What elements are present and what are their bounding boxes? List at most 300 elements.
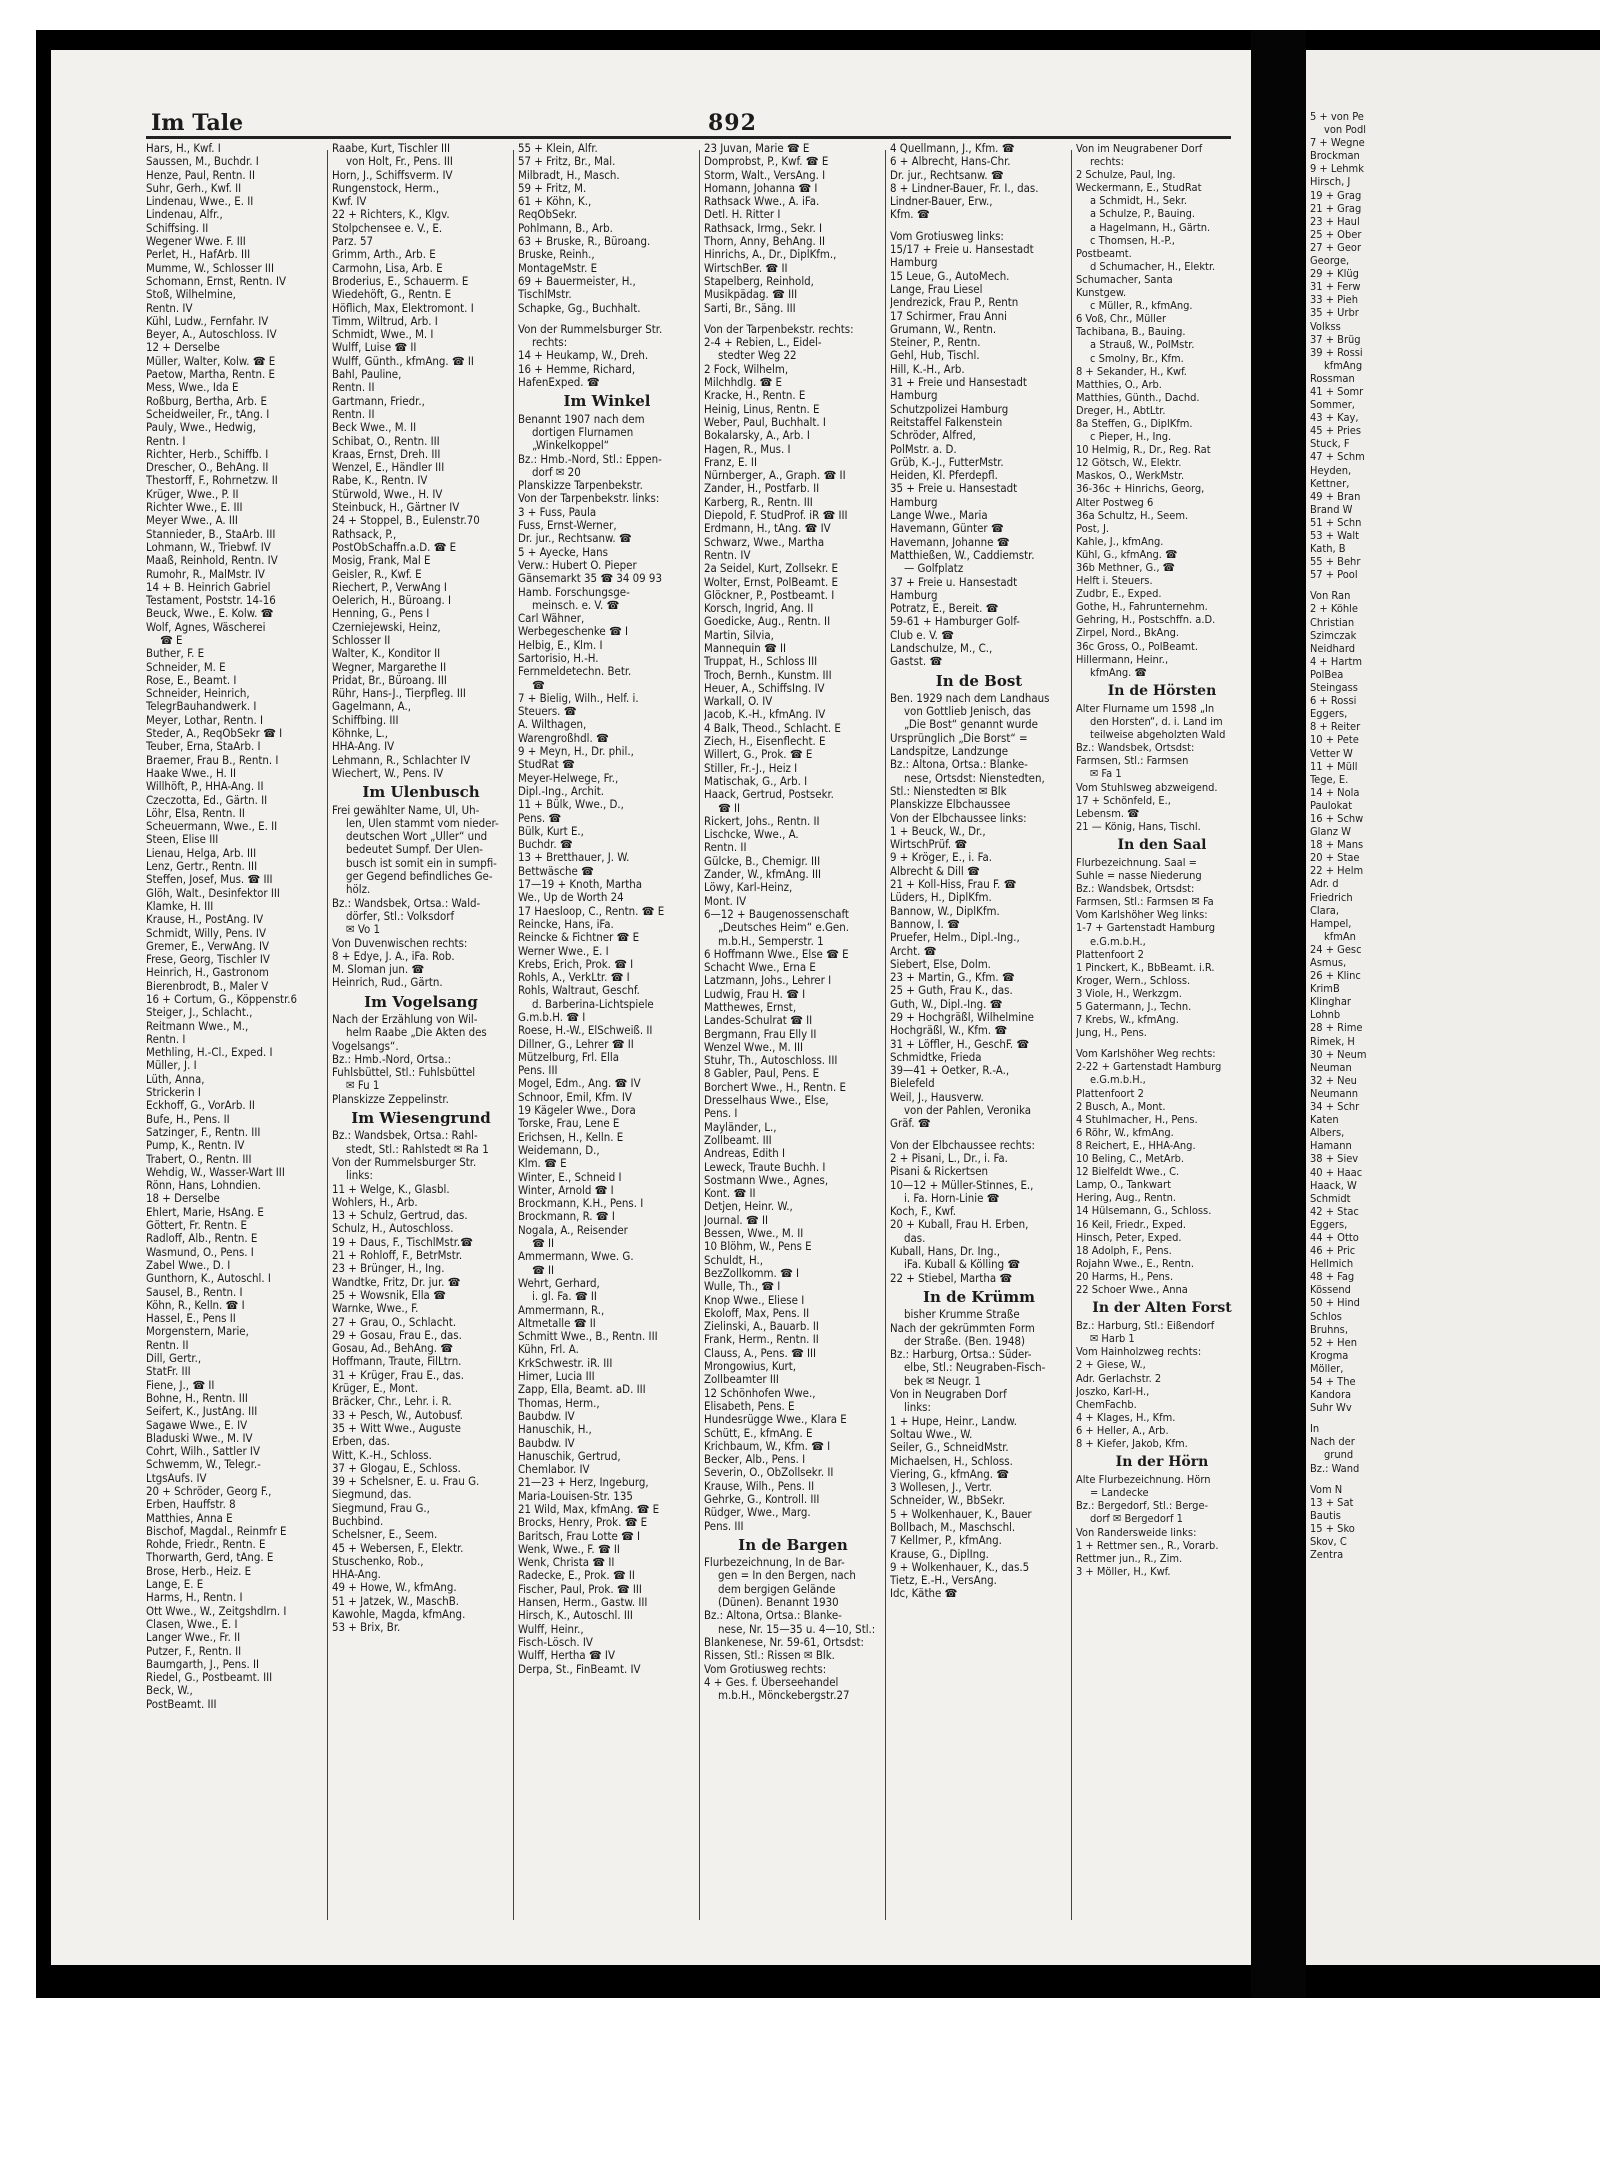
directory-line: Bierenbrodt, B., Maler V	[146, 979, 269, 993]
directory-line: Lange, Frau Liesel	[890, 282, 983, 296]
directory-line: Witt, K.-H., Schloss.	[332, 1448, 432, 1462]
directory-line: Kandora	[1310, 1388, 1352, 1402]
directory-line: 4 Quellmann, J., Kfm. ☎	[890, 142, 1015, 155]
directory-line: TischlMstr.	[518, 288, 572, 302]
directory-line: Wolter, Ernst, PolBeamt. E	[704, 575, 838, 589]
directory-line: Pruefer, Helm., Dipl.-Ing.,	[890, 931, 1020, 945]
directory-line: 40 + Haac	[1310, 1165, 1363, 1179]
directory-line: 47 + Schm	[1310, 450, 1365, 464]
directory-line: Hundesrügge Wwe., Klara E	[704, 1413, 847, 1427]
directory-line: 30 + Neum	[1310, 1047, 1367, 1061]
directory-line: Schibat, O., Rentn. III	[332, 434, 440, 448]
directory-line: Rettmer jun., R., Zim.	[1076, 1551, 1183, 1565]
directory-line: 29 + Klüg	[1310, 267, 1359, 281]
directory-line: busch ist somit ein in sumpfi-	[346, 856, 497, 870]
directory-line: Bettwäsche ☎	[518, 864, 594, 878]
directory-line: 45 + Webersen, F., Elektr.	[332, 1541, 464, 1555]
directory-line: Kwf. IV	[332, 195, 367, 209]
spacer-line	[890, 222, 1068, 230]
directory-line: Neidhard	[1310, 641, 1356, 655]
directory-line: Ursprünglich „Die Borst“ =	[890, 731, 1028, 745]
directory-line: Oelerich, H., Büroang. I	[332, 594, 452, 608]
directory-line: Schneider, M. E	[146, 660, 226, 674]
directory-line: Parz. 57	[332, 235, 374, 249]
directory-line: Schwemm, W., Telegr.-	[146, 1458, 261, 1472]
directory-line: 21 Wild, Max, kfmAng. ☎ E	[518, 1502, 660, 1516]
directory-line: 10—12 + Müller-Stinnes, E.,	[890, 1178, 1034, 1192]
directory-line: Stoß, Wilhelmine,	[146, 288, 236, 302]
directory-line: 22 Schoer Wwe., Anna	[1076, 1282, 1188, 1296]
directory-line: Schütt, E., kfmAng. E	[704, 1426, 813, 1440]
directory-line: Sarti, Br., Säng. III	[704, 301, 796, 315]
directory-line: Guth, W., Dipl.-Ing. ☎	[890, 997, 1003, 1011]
directory-line: 5 + Ayecke, Hans	[518, 545, 609, 559]
directory-line: Lenz, Gertr., Rentn. III	[146, 860, 258, 874]
directory-line: Bz.: Wandsbek, Ortsa.: Rahl-	[332, 1129, 478, 1143]
street-heading: In den Saal	[1117, 836, 1207, 853]
directory-line: Severin, O., ObZollsekr. II	[704, 1466, 834, 1480]
directory-line: KrkSchwestr. iR. III	[518, 1356, 613, 1370]
directory-line: 36a Schultz, H., Seem.	[1076, 508, 1189, 522]
directory-line: ☎ II	[718, 801, 741, 815]
directory-line: Plattenfoort 2	[1076, 1086, 1144, 1100]
directory-line: Brocks, Henry, Prok. ☎ E	[518, 1516, 648, 1530]
directory-line: teilweise abgeholzten Wald	[1090, 728, 1226, 742]
directory-line: PostBeamt. III	[146, 1697, 217, 1711]
directory-line: 21 + Koll-Hiss, Frau F. ☎	[890, 878, 1017, 892]
spacer-line	[1076, 1039, 1248, 1047]
directory-line: Kühn, Frl. A.	[518, 1343, 579, 1357]
directory-line: Brockman	[1310, 149, 1360, 163]
directory-line: Von Randersweide links:	[1076, 1525, 1197, 1539]
directory-line: HafenExped. ☎	[518, 376, 600, 390]
directory-line: 21 — König, Hans, Tischl.	[1076, 819, 1201, 833]
spacer-line	[1310, 1475, 1600, 1483]
directory-line: Bz.: Hmb.-Nord, Ortsa.:	[332, 1052, 452, 1066]
directory-line: Plattenfoort 2	[1076, 947, 1144, 961]
directory-line: 15 + Sko	[1310, 1521, 1355, 1535]
directory-line: Wehrt, Gerhard,	[518, 1276, 600, 1290]
directory-line: Teuber, Erna, StaArb. I	[146, 740, 261, 754]
directory-line: 32 + Neu	[1310, 1073, 1357, 1087]
directory-line: 9 + Wolkenhauer, K., das.5	[890, 1560, 1030, 1574]
directory-line: Dr. jur., Rechtsanw. ☎	[890, 168, 1004, 182]
directory-line: Fernmeldetechn. Betr.	[518, 665, 632, 679]
directory-line: 19 + Daus, F., TischlMstr.☎	[332, 1235, 473, 1249]
directory-line: Mosig, Frank, Mal E	[332, 554, 431, 568]
directory-line: Detjen, Heinr. W.,	[704, 1200, 793, 1214]
directory-line: Thorwarth, Gerd, tAng. E	[146, 1551, 274, 1565]
directory-line: helm Raabe „Die Akten des	[346, 1026, 487, 1040]
directory-line: Hellmich	[1310, 1257, 1354, 1271]
directory-line: Bergmann, Frau Elly II	[704, 1027, 817, 1041]
directory-line: dortigen Flurnamen	[532, 425, 634, 439]
directory-line: Wenzel, E., Händler III	[332, 461, 445, 475]
directory-line: Journal. ☎ II	[704, 1213, 768, 1227]
directory-line: Carmohn, Lisa, Arb. E	[332, 261, 443, 275]
book-gutter	[1251, 30, 1306, 1998]
directory-line: Mrongowius, Kurt,	[704, 1360, 797, 1374]
directory-line: 4 + Klages, H., Kfm.	[1076, 1410, 1176, 1424]
directory-line: Meyer-Helwege, Fr.,	[518, 771, 619, 785]
directory-line: 46 + Pric	[1310, 1244, 1356, 1258]
directory-line: Knop Wwe., Eliese I	[704, 1293, 805, 1307]
directory-line: 11 + Müll	[1310, 759, 1358, 773]
directory-line: Brose, Herb., Heiz. E	[146, 1564, 252, 1578]
directory-line: Reincke, Hans, iFa.	[518, 917, 614, 931]
directory-line: 21 + Rohloff, F., BetrMstr.	[332, 1249, 463, 1263]
directory-line: Siebert, Else, Dolm.	[890, 957, 991, 971]
directory-line: Lange, E. E	[146, 1578, 204, 1592]
directory-line: 6 + Rossi	[1310, 694, 1357, 708]
directory-line: Bz.: Altona, Ortsa.: Blanke-	[890, 758, 1028, 772]
directory-line: Hoffmann, Traute, FilLtrn.	[332, 1355, 462, 1369]
directory-line: 57 + Fritz, Br., Mal.	[518, 155, 616, 169]
directory-line: 10 Blöhm, W., Pens E	[704, 1240, 812, 1254]
directory-line: Jendrezick, Frau P., Rentn	[890, 296, 1019, 310]
directory-line: Wolf, Agnes, Wäscherei	[146, 620, 266, 634]
directory-line: ChemFachb.	[1076, 1397, 1137, 1411]
column-divider	[699, 150, 700, 1920]
directory-line: Schelsner, E., Seem.	[332, 1528, 438, 1542]
directory-line: Hirsch, J	[1310, 175, 1351, 189]
directory-line: Tege, E.	[1310, 772, 1349, 786]
directory-line: Langer Wwe., Fr. II	[146, 1631, 241, 1645]
directory-line: 7 + Wegne	[1310, 136, 1365, 150]
directory-line: Vom Stuhlsweg abzweigend.	[1076, 780, 1218, 794]
directory-line: Bielefeld	[890, 1077, 935, 1091]
directory-line: Hamburg	[890, 588, 938, 602]
directory-line: Hamann	[1310, 1139, 1352, 1153]
directory-line: 31 + Freie und Hansestadt	[890, 376, 1027, 390]
directory-line: Von der Tarpenbekstr. links:	[518, 492, 660, 506]
directory-line: Hamburg	[890, 389, 938, 403]
directory-line: Hansen, Herm., Gastw. III	[518, 1596, 648, 1610]
directory-line: 3 Wollesen, J., Vertr.	[890, 1481, 993, 1495]
directory-line: a Schmidt, H., Sekr.	[1090, 194, 1188, 208]
directory-line: Winter, E., Schneid I	[518, 1170, 622, 1184]
directory-line: kfmAng. ☎	[1090, 665, 1147, 679]
directory-line: Stannieder, B., StaArb. III	[146, 527, 276, 541]
directory-line: Kawohle, Magda, kfmAng.	[332, 1608, 466, 1622]
directory-column	[146, 142, 324, 1922]
directory-line: Haack, Gertrud, Postsekr.	[704, 788, 834, 802]
directory-line: Hampel,	[1310, 916, 1352, 930]
directory-line: Wulle, Th., ☎ I	[704, 1280, 781, 1294]
directory-line: Schapke, Gg., Buchhalt.	[518, 301, 641, 315]
directory-line: 10 Helmig, R., Dr., Reg. Rat	[1076, 443, 1211, 457]
directory-line: Erichsen, H., Kelln. E	[518, 1130, 624, 1144]
directory-line: 6 + Albrecht, Hans-Chr.	[890, 155, 1011, 169]
directory-line: 39 + Rossi	[1310, 345, 1363, 359]
directory-line: Schmidt, Willy, Pens. IV	[146, 926, 266, 940]
directory-line: Bz.: Wandsbek, Ortsdst:	[1076, 882, 1195, 896]
directory-line: Maria-Louisen-Str. 135	[518, 1489, 633, 1503]
directory-line: Benannt 1907 nach dem	[518, 412, 645, 426]
directory-line: „Deutsches Heim“ e.Gen.	[718, 921, 849, 935]
directory-line: ☎ II	[532, 1237, 555, 1251]
directory-line: Gülcke, B., Chemigr. III	[704, 854, 821, 868]
directory-line: Wiedehöft, G., Rentn. E	[332, 288, 452, 302]
directory-line: Bz.: Wand	[1310, 1461, 1360, 1475]
spacer-line	[1310, 1414, 1600, 1422]
directory-line: G.m.b.H. ☎ I	[518, 1011, 586, 1024]
directory-line: WirtschBer. ☎ II	[704, 261, 788, 275]
directory-line: Rohls, Waltraut, Geschf.	[518, 984, 640, 998]
directory-line: 8 + Lindner-Bauer, Fr. I., das.	[890, 181, 1039, 195]
directory-line: Club e. V. ☎	[890, 628, 954, 642]
directory-line: 10 + Pete	[1310, 733, 1359, 747]
directory-line: 2 + Giese, W.,	[1076, 1358, 1146, 1372]
directory-line: 37 + Glogau, E., Schloss.	[332, 1461, 461, 1475]
directory-line: Brockmann, K.H., Pens. I	[518, 1197, 644, 1211]
directory-line: 59-61 + Hamburger Golf-	[890, 615, 1020, 629]
directory-line: Mogel, Edm., Ang. ☎ IV	[518, 1077, 641, 1091]
directory-line: Roese, H.-W., ElSchweiß. II	[518, 1024, 653, 1038]
directory-line: 15 Leue, G., AutoMech.	[890, 269, 1010, 283]
directory-line: d. Barberina-Lichtspiele	[532, 997, 654, 1011]
directory-line: Eggers,	[1310, 1217, 1348, 1231]
directory-line: Siegmund, Frau G.,	[332, 1501, 430, 1515]
directory-line: 37 + Brüg	[1310, 332, 1361, 346]
directory-line: Testament, Poststr. 14-16	[146, 594, 276, 608]
directory-line: Detl. H. Ritter I	[704, 208, 781, 222]
street-heading: In de Krümm	[923, 1287, 1035, 1306]
directory-line: 35 + Witt Wwe., Auguste	[332, 1421, 461, 1435]
directory-line: Rossman	[1310, 371, 1355, 385]
directory-line: 28 + Rime	[1310, 1021, 1363, 1035]
directory-line: Meyer Wwe., A. III	[146, 514, 238, 528]
directory-line: 1 + Beuck, W., Dr.,	[890, 824, 986, 838]
directory-line: 8 + Edye, J. A., iFa. Rob.	[332, 949, 455, 963]
directory-line: Schiffbing. III	[332, 713, 399, 727]
directory-line: Albrecht & Dill ☎	[890, 864, 980, 878]
directory-line: Kahle, J., kfmAng.	[1076, 534, 1164, 548]
directory-line: Troch, Bernh., Kunstm. III	[704, 668, 832, 682]
directory-line: Warnke, Wwe., F.	[332, 1302, 419, 1316]
directory-line: Buchdr. ☎	[518, 838, 573, 852]
directory-line: 2-22 + Gartenstadt Hamburg	[1076, 1060, 1222, 1074]
directory-line: Lüth, Anna,	[146, 1072, 205, 1086]
directory-line: Pauly, Wwe., Hedwig,	[146, 421, 256, 435]
directory-line: Putzer, F., Rentn. II	[146, 1644, 242, 1658]
directory-line: ☎	[532, 678, 545, 692]
page-left	[51, 50, 1251, 1965]
directory-line: Maskos, O., WerkMstr.	[1076, 469, 1185, 483]
directory-line: 24 + Gesc	[1310, 942, 1362, 956]
directory-line: Weber, Paul, Buchhalt. I	[704, 415, 826, 429]
directory-line: 2 Fock, Wilhelm,	[704, 362, 789, 376]
page-number: 892	[708, 110, 757, 136]
directory-line: Wehdig, W., Wasser-Wart III	[146, 1165, 285, 1179]
directory-line: Havemann, Johanne ☎	[890, 535, 1010, 549]
directory-line: Landes-Schulrat ☎ II	[704, 1014, 813, 1028]
directory-line: Himer, Lucia III	[518, 1370, 595, 1384]
directory-line: 49 + Howe, W., kfmAng.	[332, 1581, 457, 1595]
directory-line: Buchbind.	[332, 1514, 384, 1528]
directory-line: Steuers. ☎	[518, 705, 577, 719]
directory-line: Schumacher, Santa	[1076, 272, 1173, 286]
directory-line: 14 + Nola	[1310, 785, 1360, 799]
directory-line: Asmus,	[1310, 956, 1347, 969]
directory-line: Wenzel Wwe., M. III	[704, 1040, 804, 1054]
directory-line: 37 + Freie u. Hansestadt	[890, 575, 1018, 589]
directory-line: 1 + Hupe, Heinr., Landw.	[890, 1414, 1018, 1428]
directory-line: 4 Balk, Theod., Schlacht. E	[704, 721, 841, 735]
directory-line: Thorn, Anny, BehAng. II	[704, 235, 825, 249]
directory-line: 4 + Ges. f. Überseehandel	[704, 1675, 839, 1689]
directory-line: Neuman	[1310, 1060, 1352, 1074]
directory-line: Heyden,	[1310, 463, 1352, 477]
directory-line: Rühr, Hans-J., Tierpfleg. III	[332, 687, 466, 701]
directory-line: 11 + Welge, K., Glasbl.	[332, 1182, 450, 1196]
directory-line: den Horsten“, d. i. Land im	[1090, 715, 1223, 729]
directory-line: Rohls, A., VerkLtr. ☎ I	[518, 971, 630, 985]
directory-line: Kont. ☎ II	[704, 1187, 756, 1201]
directory-line: Ehlert, Marie, HsAng. E	[146, 1205, 264, 1219]
directory-line: 1 + Rettmer sen., R., Vorarb.	[1076, 1538, 1219, 1552]
directory-line: Matischak, G., Arb. I	[704, 774, 808, 788]
directory-line: Gartmann, Friedr.,	[332, 394, 425, 408]
directory-line: Matthies, O., Arb.	[1076, 377, 1162, 391]
directory-line: Gehl, Hub, Tischl.	[890, 349, 980, 363]
directory-line: 17 Haesloop, C., Rentn. ☎ E	[518, 904, 665, 918]
directory-line: Soltau Wwe., W.	[890, 1427, 973, 1441]
directory-line: Hillermann, Heinr.,	[1076, 652, 1169, 666]
directory-line: Henning, G., Pens I	[332, 607, 430, 621]
directory-line: Beck Wwe., M. II	[332, 421, 417, 435]
directory-line: Joszko, Karl-H.,	[1076, 1384, 1150, 1398]
directory-line: 25 + Ober	[1310, 227, 1362, 241]
directory-line: Wenk, Wwe., F. ☎ II	[518, 1542, 620, 1556]
directory-line: 18 + Mans	[1310, 838, 1364, 852]
directory-line: 25 + Wowsnik, Ella ☎	[332, 1288, 446, 1302]
directory-line: Jung, H., Pens.	[1076, 1026, 1147, 1040]
directory-line: Vom Karlshöher Weg rechts:	[1076, 1047, 1216, 1061]
directory-line: StudRat ☎	[518, 758, 575, 772]
directory-line: Bz.: Harburg, Stl.: Eißendorf	[1076, 1319, 1215, 1333]
street-heading: Im Winkel	[563, 392, 651, 411]
directory-line: Riedel, G., Postbeamt. III	[146, 1671, 273, 1685]
directory-line: len, Ulen stammt vom nieder-	[346, 816, 499, 830]
directory-line: Planskizze Zeppelinstr.	[332, 1092, 449, 1106]
directory-line: 9 + Meyn, H., Dr. phil.,	[518, 745, 634, 759]
directory-column	[332, 142, 510, 1922]
directory-line: Kraas, Ernst, Dreh. III	[332, 447, 441, 461]
directory-line: 1 Pinckert, K., BbBeamt. i.R.	[1076, 960, 1215, 974]
directory-line: elbe, Stl.: Neugraben-Fisch-	[904, 1361, 1046, 1375]
directory-line: Katen	[1310, 1113, 1339, 1127]
directory-line: Stuschenko, Rob.,	[332, 1554, 424, 1568]
directory-line: 43 + Kay,	[1310, 411, 1359, 425]
directory-line: Schmidt	[1310, 1191, 1351, 1205]
directory-line: Rentn. I	[146, 434, 186, 448]
directory-line: Wulff, Heinr.,	[518, 1622, 584, 1636]
directory-line: PolBea	[1310, 667, 1344, 681]
directory-line: 6 + Heller, A., Arb.	[1076, 1423, 1169, 1437]
directory-line: Mayländer, L.,	[704, 1120, 777, 1134]
directory-line: 61 + Köhn, K.,	[518, 195, 592, 209]
directory-line: Fischer, Paul, Prok. ☎ III	[518, 1582, 642, 1596]
directory-line: Kettner,	[1310, 476, 1350, 490]
directory-line: Friedrich	[1310, 890, 1353, 904]
directory-line: 18 Adolph, F., Pens.	[1076, 1243, 1172, 1257]
directory-line: Schuldt, H.,	[704, 1253, 764, 1267]
directory-line: 36-36c + Hinrichs, Georg,	[1076, 482, 1205, 496]
directory-line: ger Gegend befindliches Ge-	[346, 870, 493, 884]
directory-line: 51 + Jatzek, W., MaschB.	[332, 1594, 460, 1608]
directory-line: Planskizze Elbchaussee	[890, 798, 1011, 812]
directory-line: Pohlmann, B., Arb.	[518, 221, 613, 235]
directory-line: Hanuschik, Gertrud,	[518, 1449, 621, 1463]
directory-line: Scheuermann, Wwe., E. II	[146, 820, 278, 834]
directory-line: Sommer,	[1310, 398, 1355, 412]
scan-background	[36, 30, 1600, 1998]
directory-line: Carl Wähner,	[518, 612, 585, 626]
directory-column	[518, 142, 696, 1922]
directory-line: Alter Flurname um 1598 „In	[1076, 701, 1215, 715]
directory-line: Heinig, Linus, Rentn. E	[704, 402, 820, 416]
directory-line: Radecke, E., Prok. ☎ II	[518, 1569, 635, 1583]
directory-line: 9 + Kröger, E., i. Fa.	[890, 851, 993, 865]
directory-line: Schnoor, Emil, Kfm. IV	[518, 1090, 632, 1104]
directory-line: Czeczotta, Ed., Gärtn. II	[146, 793, 268, 807]
directory-line: Elisabeth, Pens. E	[704, 1399, 795, 1413]
directory-line: Rojahn Wwe., E., Rentn.	[1076, 1256, 1195, 1270]
directory-line: Becker, Alb., Pens. I	[704, 1453, 806, 1467]
directory-line: Christian	[1310, 615, 1355, 629]
directory-line: 18 + Derselbe	[146, 1192, 220, 1206]
directory-line: 16 + Hemme, Richard,	[518, 362, 636, 376]
directory-line: Wiechert, W., Pens. IV	[332, 766, 444, 780]
directory-line: Fisch-Lösch. IV	[518, 1635, 593, 1649]
directory-column	[704, 142, 882, 1922]
directory-line: Lindenau, Wwe., E. II	[146, 195, 254, 209]
directory-line: Jacob, K.-H., kfmAng. IV	[704, 708, 826, 722]
directory-line: 20 + Kuball, Frau H. Erben,	[890, 1218, 1029, 1232]
directory-line: Krause, Wilh., Pens. II	[704, 1479, 815, 1493]
directory-line: dorf ✉ 20	[532, 465, 581, 479]
directory-line: Alter Postweg 6	[1076, 495, 1154, 509]
directory-line: Müller, J. I	[146, 1059, 197, 1073]
directory-line: 6 Voß, Chr., Müller	[1076, 312, 1167, 326]
directory-line: ✉ Fu 1	[346, 1079, 380, 1093]
directory-line: Szimczak	[1310, 628, 1357, 642]
directory-line: Gosau, Ad., BehAng. ☎	[332, 1342, 454, 1356]
directory-line: Helbig, E., Klm. I	[518, 638, 603, 652]
directory-line: meinsch. e. V. ☎	[532, 598, 620, 612]
directory-line: 3 Viole, H., Werkzgm.	[1076, 986, 1182, 1000]
directory-line: c Pieper, H., Ing.	[1090, 430, 1172, 444]
directory-line: Rungenstock, Herm.,	[332, 181, 440, 195]
directory-line: 3 + Fuss, Paula	[518, 505, 597, 519]
directory-line: Buther, F. E	[146, 647, 205, 661]
directory-line: Baubdw. IV	[518, 1409, 575, 1423]
directory-line: Hill, K.-H., Arb.	[890, 362, 965, 376]
directory-line: A. Wilthagen,	[518, 718, 587, 732]
directory-line: Mumme, W., Schlosser III	[146, 261, 274, 275]
directory-line: 21—23 + Herz, Ingeburg,	[518, 1476, 649, 1490]
directory-line: Schneider, Heinrich,	[146, 687, 250, 701]
directory-line: Morgenstern, Marie,	[146, 1325, 249, 1339]
directory-line: Dillner, G., Lehrer ☎ II	[518, 1037, 634, 1051]
directory-line: PostObSchaffn.a.D. ☎ E	[332, 540, 457, 554]
directory-line: Beck, W.,	[146, 1684, 193, 1698]
directory-line: Vetter W	[1310, 746, 1353, 760]
directory-line: Potratz, E., Bereit. ☎	[890, 602, 999, 616]
directory-line: Bz.: Hmb.-Nord, Stl.: Eppen-	[518, 452, 662, 466]
directory-line: Viering, G., kfmAng. ☎	[890, 1467, 1009, 1481]
